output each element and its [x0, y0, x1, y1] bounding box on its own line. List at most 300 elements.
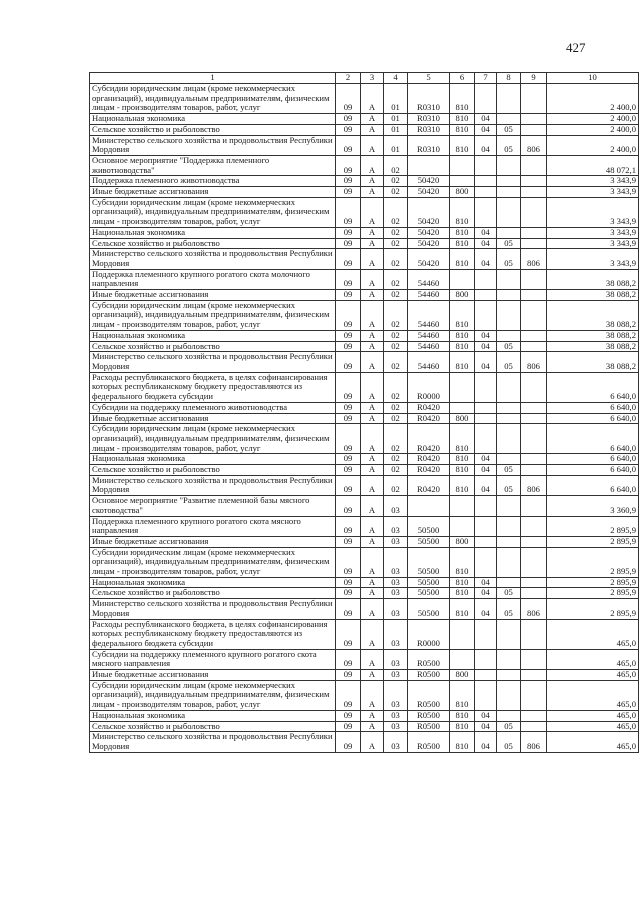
code-direction: 54460	[408, 341, 450, 352]
row-name: Сельское хозяйство и рыболовство	[90, 238, 336, 249]
code-ministry	[521, 290, 547, 301]
code-expense-type: 810	[450, 454, 475, 465]
code-subprogram: А	[361, 721, 384, 732]
table-row	[90, 352, 639, 372]
code-direction: R0000	[408, 372, 450, 402]
table-row	[90, 588, 639, 599]
code-ministry	[521, 114, 547, 125]
code-direction: 50500	[408, 547, 450, 577]
row-name: Субсидии юридическим лицам (кроме некоммерческих организаций), индивидуальным предпринимателям, физическим лицам - производителям товаров, работ, услуг	[90, 547, 336, 577]
row-name: Субсидии юридическим лицам (кроме некоммерческих организаций), индивидуальным предпринимателям, физическим лицам - производителям товаров, работ, услуг	[90, 300, 336, 330]
code-program: 09	[336, 577, 361, 588]
code-event: 01	[384, 84, 408, 114]
code-subprogram: А	[361, 176, 384, 187]
code-program: 09	[336, 670, 361, 681]
code-event: 02	[384, 300, 408, 330]
code-direction: R0500	[408, 649, 450, 669]
row-name: Министерство сельского хозяйства и продовольствия Республики Мордовия	[90, 599, 336, 619]
code-section	[475, 536, 497, 547]
row-amount: 3 343,9	[547, 187, 639, 198]
code-subsection	[497, 187, 521, 198]
code-subprogram: А	[361, 516, 384, 536]
row-amount: 6 640,0	[547, 424, 639, 454]
code-subprogram: А	[361, 352, 384, 372]
table-row	[90, 413, 639, 424]
code-subprogram: А	[361, 84, 384, 114]
code-section: 04	[475, 238, 497, 249]
code-expense-type: 800	[450, 670, 475, 681]
code-ministry	[521, 547, 547, 577]
row-amount: 2 400,0	[547, 135, 639, 155]
code-ministry	[521, 84, 547, 114]
code-subsection	[497, 680, 521, 710]
row-name: Поддержка племенного животноводства	[90, 176, 336, 187]
code-section	[475, 670, 497, 681]
row-name: Министерство сельского хозяйства и продовольствия Республики Мордовия	[90, 475, 336, 495]
code-ministry	[521, 187, 547, 198]
row-amount: 2 400,0	[547, 114, 639, 125]
code-subsection: 05	[497, 238, 521, 249]
code-ministry: 806	[521, 135, 547, 155]
code-subsection: 05	[497, 599, 521, 619]
code-section: 04	[475, 475, 497, 495]
code-section: 04	[475, 577, 497, 588]
table-row	[90, 599, 639, 619]
code-expense-type: 810	[450, 588, 475, 599]
code-event: 02	[384, 402, 408, 413]
code-subsection	[497, 372, 521, 402]
code-direction: 54460	[408, 330, 450, 341]
code-subsection	[497, 300, 521, 330]
row-name: Поддержка племенного крупного рогатого скота молочного направления	[90, 269, 336, 289]
code-subprogram: А	[361, 670, 384, 681]
code-subsection: 05	[497, 465, 521, 476]
code-event: 03	[384, 516, 408, 536]
row-amount: 3 343,9	[547, 227, 639, 238]
code-subsection	[497, 330, 521, 341]
code-program: 09	[336, 588, 361, 599]
code-event: 03	[384, 732, 408, 752]
code-ministry: 806	[521, 599, 547, 619]
code-subprogram: А	[361, 599, 384, 619]
code-expense-type	[450, 269, 475, 289]
code-program: 09	[336, 124, 361, 135]
code-subprogram: А	[361, 588, 384, 599]
row-amount: 38 088,2	[547, 341, 639, 352]
code-ministry	[521, 238, 547, 249]
code-direction: R0420	[408, 424, 450, 454]
code-ministry: 806	[521, 732, 547, 752]
code-section: 04	[475, 710, 497, 721]
table-row	[90, 732, 639, 752]
code-direction: 54460	[408, 352, 450, 372]
table-row	[90, 341, 639, 352]
code-event: 01	[384, 135, 408, 155]
row-amount: 465,0	[547, 619, 639, 649]
header-cell: 9	[521, 73, 547, 84]
code-direction: 50420	[408, 187, 450, 198]
code-program: 09	[336, 372, 361, 402]
code-subsection	[497, 413, 521, 424]
code-ministry	[521, 649, 547, 669]
code-direction: 50500	[408, 536, 450, 547]
code-expense-type: 800	[450, 536, 475, 547]
table-row	[90, 114, 639, 125]
code-event: 03	[384, 619, 408, 649]
code-event: 03	[384, 680, 408, 710]
row-name: Сельское хозяйство и рыболовство	[90, 124, 336, 135]
table-row	[90, 680, 639, 710]
code-expense-type: 810	[450, 124, 475, 135]
code-ministry: 806	[521, 475, 547, 495]
code-ministry	[521, 341, 547, 352]
code-subsection	[497, 649, 521, 669]
table-row	[90, 155, 639, 175]
row-name: Сельское хозяйство и рыболовство	[90, 588, 336, 599]
code-section	[475, 290, 497, 301]
code-section	[475, 680, 497, 710]
code-expense-type: 810	[450, 249, 475, 269]
code-section	[475, 547, 497, 577]
code-ministry	[521, 155, 547, 175]
code-expense-type	[450, 496, 475, 516]
code-subsection	[497, 114, 521, 125]
row-name: Национальная экономика	[90, 577, 336, 588]
header-cell: 8	[497, 73, 521, 84]
code-subsection	[497, 710, 521, 721]
code-direction: R0000	[408, 619, 450, 649]
table-row	[90, 330, 639, 341]
header-cell: 4	[384, 73, 408, 84]
code-section	[475, 300, 497, 330]
code-expense-type: 810	[450, 84, 475, 114]
code-event: 02	[384, 352, 408, 372]
code-section	[475, 187, 497, 198]
code-event: 02	[384, 187, 408, 198]
code-direction: 54460	[408, 300, 450, 330]
code-section: 04	[475, 330, 497, 341]
code-ministry	[521, 454, 547, 465]
row-name: Иные бюджетные ассигнования	[90, 290, 336, 301]
table-row	[90, 402, 639, 413]
table-row	[90, 577, 639, 588]
header-cell: 10	[547, 73, 639, 84]
code-expense-type: 810	[450, 330, 475, 341]
code-ministry: 806	[521, 249, 547, 269]
code-section	[475, 424, 497, 454]
code-section: 04	[475, 227, 497, 238]
header-cell: 7	[475, 73, 497, 84]
code-direction: R0420	[408, 475, 450, 495]
code-subprogram: А	[361, 187, 384, 198]
code-program: 09	[336, 413, 361, 424]
code-program: 09	[336, 649, 361, 669]
code-ministry	[521, 227, 547, 238]
code-section	[475, 197, 497, 227]
row-amount: 2 895,9	[547, 536, 639, 547]
code-subprogram: А	[361, 402, 384, 413]
code-event: 03	[384, 670, 408, 681]
code-program: 09	[336, 238, 361, 249]
code-expense-type: 810	[450, 227, 475, 238]
page-number: 427	[566, 40, 586, 55]
code-subsection	[497, 197, 521, 227]
row-name: Национальная экономика	[90, 710, 336, 721]
row-name: Субсидии на поддержку племенного животноводства	[90, 402, 336, 413]
row-amount: 6 640,0	[547, 402, 639, 413]
code-subsection: 05	[497, 135, 521, 155]
code-expense-type	[450, 619, 475, 649]
row-name: Расходы республиканского бюджета, в целях софинансирования которых республиканскому бюджету предоставляются из федерального бюджета субсидии	[90, 619, 336, 649]
table-row	[90, 475, 639, 495]
code-direction	[408, 496, 450, 516]
code-program: 09	[336, 536, 361, 547]
table-row	[90, 516, 639, 536]
code-program: 09	[336, 680, 361, 710]
code-direction: R0500	[408, 710, 450, 721]
code-subprogram: А	[361, 475, 384, 495]
table-row	[90, 269, 639, 289]
code-program: 09	[336, 155, 361, 175]
code-subsection	[497, 155, 521, 175]
row-amount: 3 343,9	[547, 197, 639, 227]
row-amount: 2 895,9	[547, 547, 639, 577]
code-subsection	[497, 424, 521, 454]
code-event: 01	[384, 124, 408, 135]
code-event: 02	[384, 176, 408, 187]
header-cell: 6	[450, 73, 475, 84]
table-row	[90, 124, 639, 135]
code-direction: R0310	[408, 84, 450, 114]
row-amount: 6 640,0	[547, 413, 639, 424]
row-amount: 38 088,2	[547, 330, 639, 341]
code-program: 09	[336, 619, 361, 649]
row-name: Сельское хозяйство и рыболовство	[90, 341, 336, 352]
code-expense-type: 810	[450, 547, 475, 577]
code-program: 09	[336, 114, 361, 125]
code-section	[475, 619, 497, 649]
code-expense-type: 810	[450, 599, 475, 619]
code-expense-type	[450, 155, 475, 175]
row-amount: 6 640,0	[547, 465, 639, 476]
row-name: Субсидии на поддержку племенного крупного рогатого скота мясного направления	[90, 649, 336, 669]
code-subprogram: А	[361, 680, 384, 710]
code-ministry	[521, 372, 547, 402]
code-subprogram: А	[361, 249, 384, 269]
table-row	[90, 300, 639, 330]
code-subprogram: А	[361, 227, 384, 238]
code-direction: R0310	[408, 124, 450, 135]
code-expense-type: 800	[450, 290, 475, 301]
row-amount: 38 088,2	[547, 290, 639, 301]
table-row	[90, 649, 639, 669]
table-row	[90, 454, 639, 465]
row-name: Иные бюджетные ассигнования	[90, 187, 336, 198]
table-row	[90, 465, 639, 476]
code-section	[475, 649, 497, 669]
row-amount: 465,0	[547, 721, 639, 732]
code-direction: 54460	[408, 290, 450, 301]
code-event: 03	[384, 588, 408, 599]
row-name: Министерство сельского хозяйства и продовольствия Республики Мордовия	[90, 352, 336, 372]
code-direction: R0420	[408, 454, 450, 465]
code-ministry	[521, 424, 547, 454]
row-amount: 6 640,0	[547, 454, 639, 465]
code-expense-type: 810	[450, 475, 475, 495]
code-subprogram: А	[361, 155, 384, 175]
code-section: 04	[475, 588, 497, 599]
code-ministry	[521, 465, 547, 476]
row-name: Основное мероприятие "Развитие племенной базы мясного скотоводства"	[90, 496, 336, 516]
row-name: Субсидии юридическим лицам (кроме некоммерческих организаций), индивидуальным предпринимателям, физическим лицам - производителям товаров, работ, услуг	[90, 424, 336, 454]
row-amount: 6 640,0	[547, 475, 639, 495]
code-expense-type: 810	[450, 721, 475, 732]
code-direction	[408, 155, 450, 175]
row-name: Национальная экономика	[90, 330, 336, 341]
code-program: 09	[336, 599, 361, 619]
code-subprogram: А	[361, 135, 384, 155]
row-name: Поддержка племенного крупного рогатого скота мясного направления	[90, 516, 336, 536]
row-name: Национальная экономика	[90, 227, 336, 238]
code-expense-type: 810	[450, 238, 475, 249]
row-amount: 3 343,9	[547, 238, 639, 249]
code-expense-type	[450, 176, 475, 187]
code-ministry	[521, 269, 547, 289]
code-program: 09	[336, 84, 361, 114]
code-subsection	[497, 84, 521, 114]
code-program: 09	[336, 341, 361, 352]
code-subprogram: А	[361, 341, 384, 352]
row-amount: 2 895,9	[547, 588, 639, 599]
table-row	[90, 619, 639, 649]
code-ministry	[521, 124, 547, 135]
code-program: 09	[336, 269, 361, 289]
code-subprogram: А	[361, 424, 384, 454]
code-subsection	[497, 290, 521, 301]
code-event: 03	[384, 710, 408, 721]
code-subsection	[497, 269, 521, 289]
code-direction: R0500	[408, 732, 450, 752]
table-row	[90, 238, 639, 249]
code-program: 09	[336, 187, 361, 198]
code-subprogram: А	[361, 114, 384, 125]
code-subprogram: А	[361, 649, 384, 669]
code-expense-type	[450, 516, 475, 536]
table-row	[90, 536, 639, 547]
code-ministry: 806	[521, 352, 547, 372]
code-subprogram: А	[361, 413, 384, 424]
code-subprogram: А	[361, 619, 384, 649]
code-ministry	[521, 710, 547, 721]
code-subsection	[497, 516, 521, 536]
code-subsection	[497, 496, 521, 516]
code-section: 04	[475, 732, 497, 752]
code-event: 02	[384, 424, 408, 454]
code-expense-type: 810	[450, 424, 475, 454]
row-amount: 465,0	[547, 649, 639, 669]
code-event: 03	[384, 577, 408, 588]
code-ministry	[521, 496, 547, 516]
code-expense-type	[450, 372, 475, 402]
row-amount: 3 360,9	[547, 496, 639, 516]
code-section: 04	[475, 114, 497, 125]
code-program: 09	[336, 424, 361, 454]
row-name: Субсидии юридическим лицам (кроме некоммерческих организаций), индивидуальным предпринимателям, физическим лицам - производителям товаров, работ, услуг	[90, 84, 336, 114]
code-subprogram: А	[361, 330, 384, 341]
row-amount: 3 343,9	[547, 249, 639, 269]
code-subprogram: А	[361, 269, 384, 289]
code-subprogram: А	[361, 465, 384, 476]
code-event: 02	[384, 475, 408, 495]
row-name: Субсидии юридическим лицам (кроме некоммерческих организаций), индивидуальным предпринимателям, физическим лицам - производителям товаров, работ, услуг	[90, 197, 336, 227]
code-subsection: 05	[497, 721, 521, 732]
code-direction: 50500	[408, 577, 450, 588]
table-row	[90, 710, 639, 721]
row-amount: 465,0	[547, 710, 639, 721]
code-event: 02	[384, 330, 408, 341]
code-event: 03	[384, 496, 408, 516]
table-row	[90, 227, 639, 238]
row-name: Основное мероприятие "Поддержка племенного животноводства"	[90, 155, 336, 175]
row-name: Министерство сельского хозяйства и продовольствия Республики Мордовия	[90, 135, 336, 155]
table-row	[90, 290, 639, 301]
code-subprogram: А	[361, 372, 384, 402]
row-name: Министерство сельского хозяйства и продовольствия Республики Мордовия	[90, 249, 336, 269]
code-program: 09	[336, 710, 361, 721]
code-ministry	[521, 619, 547, 649]
code-subsection	[497, 577, 521, 588]
row-name: Национальная экономика	[90, 114, 336, 125]
code-event: 02	[384, 249, 408, 269]
table-row	[90, 197, 639, 227]
code-program: 09	[336, 300, 361, 330]
code-expense-type: 800	[450, 187, 475, 198]
code-ministry	[521, 588, 547, 599]
code-subprogram: А	[361, 577, 384, 588]
code-event: 02	[384, 341, 408, 352]
code-event: 01	[384, 114, 408, 125]
code-expense-type: 800	[450, 413, 475, 424]
table-row	[90, 84, 639, 114]
code-section	[475, 176, 497, 187]
row-amount: 48 072,1	[547, 155, 639, 175]
code-section	[475, 269, 497, 289]
row-name: Национальная экономика	[90, 454, 336, 465]
code-expense-type: 810	[450, 114, 475, 125]
header-cell: 1	[90, 73, 336, 84]
table-header-row	[90, 73, 639, 84]
code-section: 04	[475, 599, 497, 619]
code-direction: 50420	[408, 176, 450, 187]
row-amount: 6 640,0	[547, 372, 639, 402]
code-subsection	[497, 619, 521, 649]
code-direction: 50500	[408, 516, 450, 536]
code-section: 04	[475, 721, 497, 732]
code-program: 09	[336, 402, 361, 413]
code-ministry	[521, 680, 547, 710]
code-subsection: 05	[497, 732, 521, 752]
row-name: Расходы республиканского бюджета, в целях софинансирования которых республиканскому бюджету предоставляются из федерального бюджета субсидии	[90, 372, 336, 402]
code-event: 03	[384, 721, 408, 732]
code-expense-type: 810	[450, 680, 475, 710]
code-subsection	[497, 227, 521, 238]
code-event: 02	[384, 372, 408, 402]
code-section: 04	[475, 352, 497, 372]
code-subprogram: А	[361, 290, 384, 301]
code-section: 04	[475, 465, 497, 476]
code-expense-type: 810	[450, 341, 475, 352]
code-section: 04	[475, 249, 497, 269]
